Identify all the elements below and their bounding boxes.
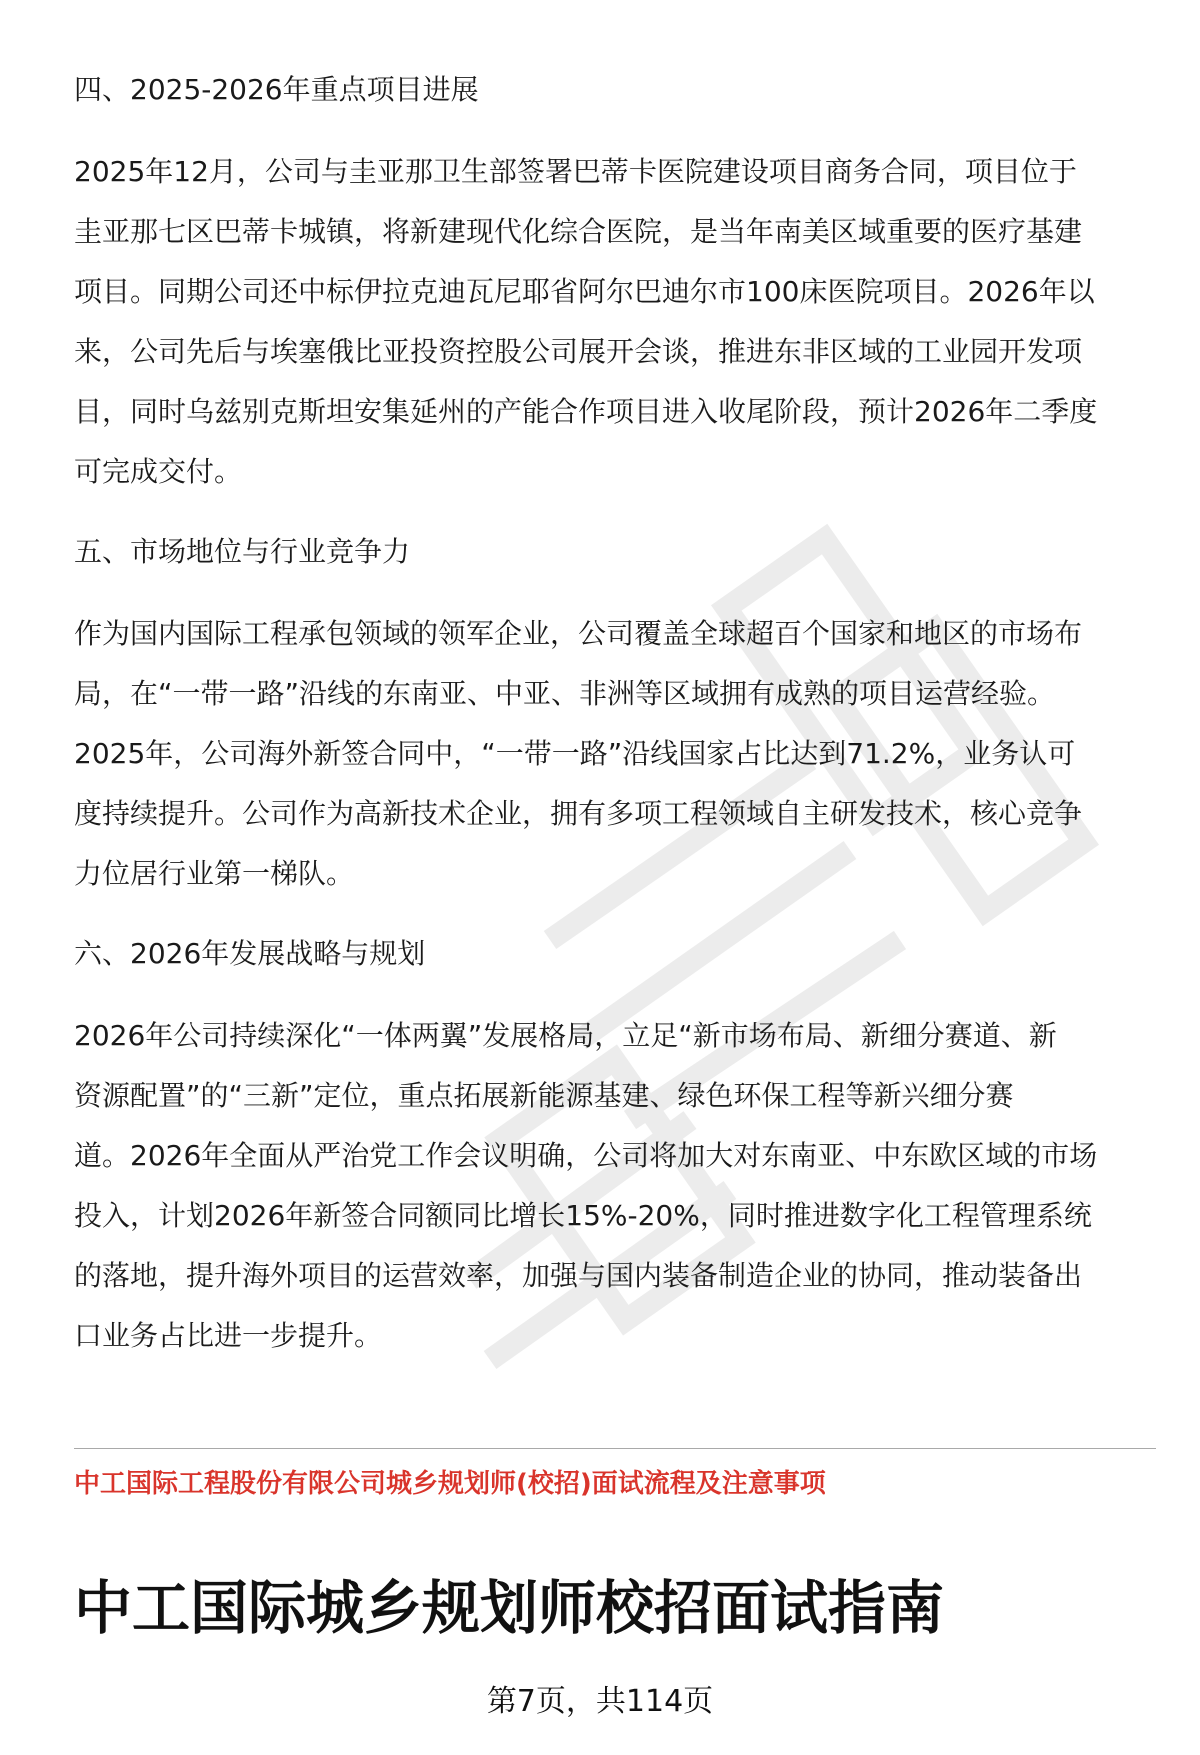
section-divider xyxy=(74,1448,1156,1449)
paragraph-strategy xyxy=(74,1006,1156,1366)
paragraph-line: 目，同时乌兹别克斯坦安集延州的产能合作项目进入收尾阶段，预计2026年二季度 xyxy=(74,395,1098,428)
paragraph-line: 项目。同期公司还中标伊拉克迪瓦尼耶省阿尔巴迪尔市100床医院项目。2026年以 xyxy=(74,275,1095,308)
page-indicator: 第7页，共114页 xyxy=(486,1684,714,1719)
related-article-link[interactable]: 中工国际工程股份有限公司城乡规划师(校招)面试流程及注意事项 xyxy=(74,1469,826,1499)
article-body xyxy=(74,60,1156,1366)
paragraph-line: 来，公司先后与埃塞俄比亚投资控股公司展开会谈，推进东非区域的工业园开发项 xyxy=(74,335,1083,368)
section-heading-strategy: 六、2026年发展战略与规划 xyxy=(74,937,426,970)
paragraph-line: 2026年公司持续深化“一体两翼”发展格局，立足“新市场布局、新细分赛道、新 xyxy=(74,1019,1057,1052)
paragraph-line: 局，在“一带一路”沿线的东南亚、中亚、非洲等区域拥有成熟的项目运营经验。 xyxy=(74,677,1056,710)
paragraph-projects xyxy=(74,142,1156,502)
paragraph-line: 道。2026年全面从严治党工作会议明确，公司将加大对东南亚、中东欧区域的市场 xyxy=(74,1139,1098,1172)
paragraph-line: 投入，计划2026年新签合同额同比增长15%-20%，同时推进数字化工程管理系统 xyxy=(74,1199,1092,1232)
paragraph-line: 可完成交付。 xyxy=(74,455,243,488)
page-title: 中工国际城乡规划师校招面试指南 xyxy=(74,1574,945,1642)
section-heading-market-position: 五、市场地位与行业竞争力 xyxy=(74,535,411,568)
paragraph-line: 作为国内国际工程承包领域的领军企业，公司覆盖全球超百个国家和地区的市场布 xyxy=(74,617,1083,650)
paragraph-line: 力位居行业第一梯队。 xyxy=(74,857,355,890)
section-heading-projects: 四、2025-2026年重点项目进展 xyxy=(74,73,479,106)
paragraph-line: 2025年，公司海外新签合同中，“一带一路”沿线国家占比达到71.2%，业务认可 xyxy=(74,737,1076,770)
paragraph-line: 的落地，提升海外项目的运营效率，加强与国内装备制造企业的协同，推动装备出 xyxy=(74,1259,1083,1292)
paragraph-line: 度持续提升。公司作为高新技术企业，拥有多项工程领域自主研发技术，核心竞争 xyxy=(74,797,1083,830)
paragraph-market-position xyxy=(74,604,1156,904)
paragraph-line: 2025年12月，公司与圭亚那卫生部签署巴蒂卡医院建设项目商务合同，项目位于 xyxy=(74,155,1077,188)
paragraph-line: 资源配置”的“三新”定位，重点拓展新能源基建、绿色环保工程等新兴细分赛 xyxy=(74,1079,1014,1112)
paragraph-line: 口业务占比进一步提升。 xyxy=(74,1319,383,1352)
paragraph-line: 圭亚那七区巴蒂卡城镇，将新建现代化综合医院，是当年南美区域重要的医疗基建 xyxy=(74,215,1083,248)
